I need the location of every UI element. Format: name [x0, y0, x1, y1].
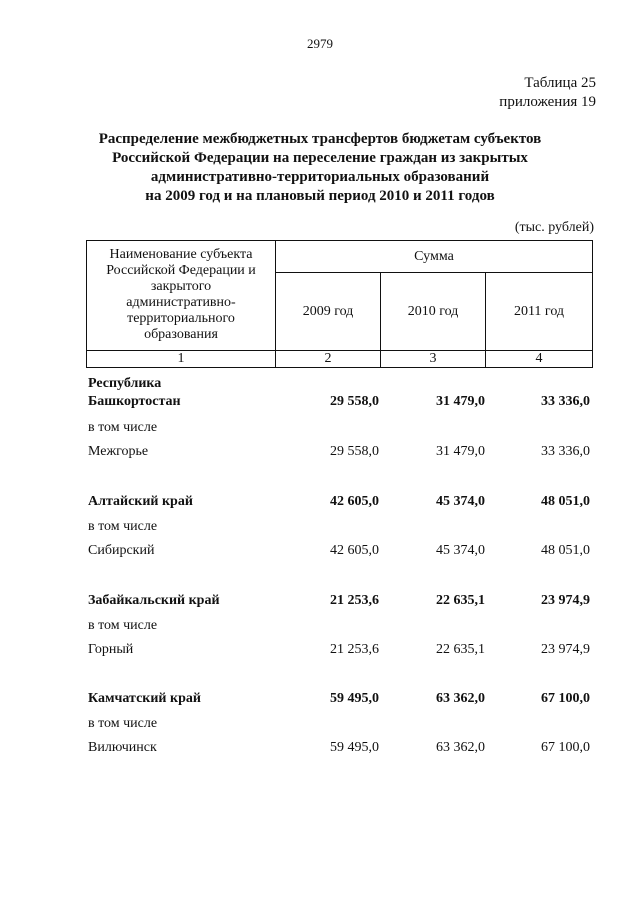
title-line: Российской Федерации на переселение граждан из закрытых	[112, 150, 528, 166]
table-reference	[499, 74, 596, 112]
header-name-line: территориального	[127, 311, 235, 326]
zato-row	[86, 740, 593, 760]
header-year-2009: 2009 год	[302, 303, 354, 319]
subject-name: Республика	[88, 376, 162, 391]
including-row	[86, 716, 593, 736]
appendix-number: приложения 19	[499, 94, 596, 110]
total-2011: 67 100,0	[541, 691, 590, 706]
table-number: Таблица 25	[524, 75, 596, 91]
header-name-column	[87, 241, 275, 349]
zato-2009: 59 495,0	[330, 740, 379, 755]
subject-name: Башкортостан	[88, 394, 181, 409]
zato-2010: 45 374,0	[436, 543, 485, 558]
header-name-line: образования	[144, 327, 218, 342]
total-2010: 63 362,0	[436, 691, 485, 706]
total-2011: 33 336,0	[541, 394, 590, 409]
including-label: в том числе	[88, 519, 158, 534]
including-label: в том числе	[88, 716, 158, 731]
zato-name: Сибирский	[88, 543, 155, 558]
subject-name: Камчатский край	[88, 691, 201, 706]
column-number: 2	[324, 351, 332, 366]
total-2010: 31 479,0	[436, 394, 485, 409]
subject-row	[86, 691, 593, 711]
subject-row	[86, 376, 593, 396]
total-2010: 22 635,1	[436, 593, 485, 608]
zato-row	[86, 642, 593, 662]
total-2011: 23 974,9	[541, 593, 590, 608]
table-title	[0, 130, 640, 206]
column-number: 1	[177, 351, 185, 366]
zato-2011: 48 051,0	[541, 543, 590, 558]
zato-row	[86, 444, 593, 464]
page-number: 2979	[307, 36, 333, 51]
zato-2009: 29 558,0	[330, 444, 379, 459]
header-year-2010: 2010 год	[407, 303, 459, 319]
including-label: в том числе	[88, 420, 158, 435]
subject-row	[86, 593, 593, 613]
title-line: Распределение межбюджетных трансфертов бюджетам субъектов	[98, 131, 542, 147]
including-row	[86, 420, 593, 440]
total-2009: 59 495,0	[330, 691, 379, 706]
zato-2009: 42 605,0	[330, 543, 379, 558]
header-year-2011: 2011 год	[513, 303, 565, 319]
zato-name: Горный	[88, 642, 134, 657]
title-line: административно-территориальных образований	[150, 169, 490, 185]
column-number: 3	[429, 351, 437, 366]
total-2009: 42 605,0	[330, 494, 379, 509]
total-2010: 45 374,0	[436, 494, 485, 509]
total-2011: 48 051,0	[541, 494, 590, 509]
zato-2011: 23 974,9	[541, 642, 590, 657]
zato-name: Вилючинск	[88, 740, 157, 755]
header-name-line: Наименование субъекта	[109, 247, 253, 262]
zato-2011: 67 100,0	[541, 740, 590, 755]
header-name-line: административно-	[126, 295, 236, 310]
subject-row	[86, 494, 593, 514]
header-name-line: закрытого	[150, 279, 212, 294]
zato-2010: 31 479,0	[436, 444, 485, 459]
subject-name: Забайкальский край	[88, 593, 220, 608]
including-row	[86, 519, 593, 539]
zato-2010: 63 362,0	[436, 740, 485, 755]
subject-row	[86, 394, 593, 414]
zato-2011: 33 336,0	[541, 444, 590, 459]
units-note: (тыс. рублей)	[514, 220, 594, 235]
zato-row	[86, 543, 593, 563]
total-2009: 29 558,0	[330, 394, 379, 409]
title-line: на 2009 год и на плановый период 2010 и 2011 годов	[145, 188, 495, 204]
table-header	[86, 240, 593, 368]
zato-name: Межгорье	[88, 444, 149, 459]
column-number: 4	[535, 351, 543, 366]
subject-name: Алтайский край	[88, 494, 193, 509]
zato-2009: 21 253,6	[330, 642, 379, 657]
zato-2010: 22 635,1	[436, 642, 485, 657]
including-row	[86, 618, 593, 638]
header-sum: Сумма	[414, 248, 454, 264]
total-2009: 21 253,6	[330, 593, 379, 608]
including-label: в том числе	[88, 618, 158, 633]
header-name-line: Российской Федерации и	[106, 263, 256, 278]
